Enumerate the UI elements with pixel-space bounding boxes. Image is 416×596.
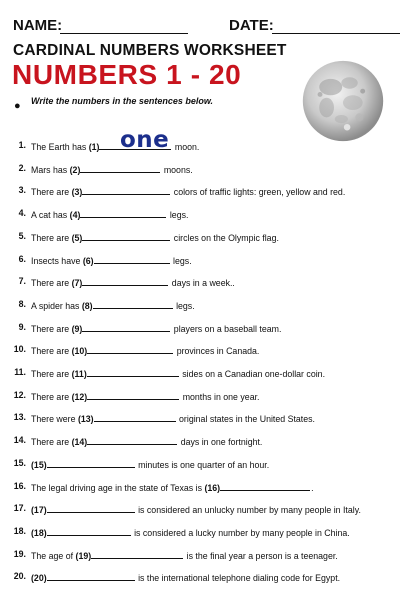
question-number: 8. [18,298,26,309]
question-lead: There are [31,437,72,448]
question-item [0,299,416,317]
question-tail: is the international telephone dialing code for Egypt. [135,573,341,584]
question-text [31,571,340,583]
question-tag: (19) [75,550,92,561]
question-text [31,367,325,379]
question-text [31,163,193,175]
question-tail: moon. [172,142,200,152]
big-title: NUMBERS 1 - 20 [12,59,242,90]
question-item [0,231,416,249]
answer-blank[interactable] [80,163,160,173]
question-tail: is the final year a person is a teenager. [184,550,338,561]
question-text [31,481,314,493]
question-number: 4. [18,208,26,219]
question-item [0,163,416,181]
question-number: 9. [18,321,26,332]
question-tail: circles on the Olympic flag. [171,232,279,243]
question-lead: There are [31,369,72,379]
question-tag: (12) [71,391,88,402]
worksheet-title: CARDINAL NUMBERS WORKSHEET [13,42,287,59]
question-lead: There are [31,323,72,334]
question-tag: (16) [204,482,221,493]
question-tail: . [311,482,314,493]
answer-blank[interactable] [47,458,135,468]
question-text [31,322,281,334]
answer-blank[interactable] [220,481,310,491]
question-lead: There are [31,346,72,357]
question-tail: original states in the United States. [176,414,315,425]
question-text [31,458,269,470]
question-number: 2. [18,162,26,173]
question-item [0,185,416,203]
answer-blank[interactable] [87,367,179,377]
question-tag: (2) [69,164,81,175]
bullet-icon: ● [14,100,21,112]
question-lead: There are [31,391,72,402]
question-item [0,140,416,158]
question-lead: A cat has [31,210,70,221]
question-tag: (17) [31,505,47,516]
question-number: 18. [13,525,26,536]
question-tag: (3) [71,187,83,198]
question-lead: There are [31,232,72,243]
question-number: 7. [18,276,26,287]
answer-blank[interactable] [47,526,131,536]
question-text [31,231,279,243]
question-text [31,276,235,288]
question-tail: days in a week.. [169,278,235,289]
question-number: 11. [14,367,26,377]
question-item [0,481,416,499]
question-number: 10. [13,344,26,355]
question-item [0,458,416,476]
question-item [0,549,416,567]
answer-blank[interactable] [93,299,173,309]
question-tail: legs. [167,210,189,221]
question-number: 5. [18,230,26,241]
question-tail: legs. [173,300,195,311]
question-text [31,140,199,152]
question-item [0,322,416,340]
question-item [0,526,416,544]
answer-blank[interactable] [82,231,170,241]
question-item [0,367,416,385]
question-text [31,435,262,447]
question-tag: (6) [82,255,94,266]
moon-image [302,60,384,142]
answer-blank[interactable] [82,276,168,286]
question-tag: (15) [31,459,47,470]
question-text [31,185,345,197]
question-item [0,208,416,226]
answer-blank[interactable] [91,549,183,559]
question-lead: Insects have [31,255,83,266]
question-tail: is considered an unlucky number by many people in Italy. [135,505,361,516]
question-lead: A spider has [31,300,82,311]
question-tail: days in one fortnight. [178,437,263,448]
question-text [31,412,315,424]
question-number: 20. [13,571,26,582]
answer-blank[interactable] [80,208,166,218]
question-tag: (1) [88,142,100,152]
question-number: 16. [13,480,26,491]
question-lead: The Earth has [31,142,89,152]
question-tail: sides on a Canadian one-dollar coin. [179,369,326,379]
question-tag: (5) [71,232,83,243]
answer-blank[interactable] [94,254,170,264]
question-item [0,571,416,589]
question-lead: There are [31,278,72,289]
name-label: NAME: [13,17,63,34]
answer-blank[interactable] [82,185,170,195]
question-tag: (20) [31,573,47,584]
question-item [0,344,416,362]
answer-blank[interactable] [47,503,135,513]
question-number: 15. [13,457,26,468]
question-text [31,254,192,266]
question-number: 12. [13,389,26,400]
question-text [31,344,259,356]
question-item [0,503,416,521]
question-tag: (4) [69,210,81,221]
date-field[interactable] [272,33,400,34]
question-tail: colors of traffic lights: green, yellow and red. [171,187,346,198]
question-tag: (8) [81,300,93,311]
question-item [0,276,416,294]
answer-blank[interactable] [87,390,179,400]
question-item [0,435,416,453]
question-number: 1. [18,140,26,150]
question-number: 17. [13,503,26,514]
question-text [31,503,361,515]
question-number: 3. [18,185,26,196]
question-text [31,526,350,538]
question-tag: (9) [71,323,83,334]
question-tail: minutes is one quarter of an hour. [135,459,270,470]
answer-blank[interactable] [82,322,170,332]
name-field[interactable] [60,33,188,34]
handwritten-answer: one [120,127,170,153]
question-lead: There are [31,187,72,198]
question-text [31,390,259,402]
answer-blank[interactable] [47,571,135,581]
question-item [0,390,416,408]
question-tag: (11) [71,369,87,379]
question-tag: (18) [31,527,47,538]
question-text [31,299,195,311]
question-number: 14. [13,435,26,446]
question-tail: provinces in Canada. [174,346,260,357]
question-item [0,254,416,272]
question-tail: players on a baseball team. [171,323,282,334]
question-number: 19. [13,548,26,559]
question-number: 13. [13,412,26,423]
question-tag: (10) [71,346,88,357]
answer-blank[interactable] [94,412,176,422]
answer-blank[interactable] [99,140,171,150]
question-tail: is considered a lucky number by many people in China. [131,527,350,538]
question-number: 6. [18,253,26,264]
question-text [31,208,188,220]
question-tag: (7) [71,278,83,289]
question-tail: moons. [161,164,193,175]
question-lead: There were [31,414,78,425]
question-lead: The age of [31,550,76,561]
question-tag: (14) [71,437,88,448]
question-tail: legs. [170,255,192,266]
question-item [0,412,416,430]
question-lead: The legal driving age in the state of Texas is [31,482,205,493]
question-tag: (13) [77,414,94,425]
instruction-text: Write the numbers in the sentences below. [31,96,214,106]
question-text [31,549,338,561]
answer-blank[interactable] [87,435,177,445]
date-label: DATE: [229,17,274,34]
question-lead: Mars has [31,164,70,175]
answer-blank[interactable] [87,344,173,354]
question-tail: months in one year. [180,391,260,402]
